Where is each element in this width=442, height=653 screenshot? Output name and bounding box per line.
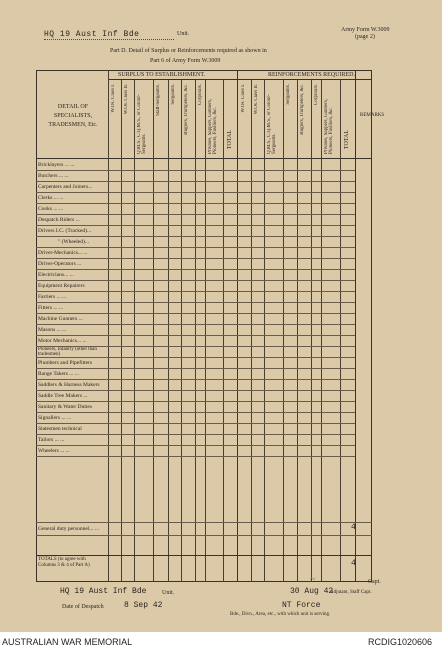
totals-label: TOTALS (to agree with — [38, 557, 86, 562]
col-divider — [134, 80, 135, 582]
row-label: Farriers ... ... — [38, 294, 67, 300]
signature-title: Adjutant, Staff Capt. — [330, 590, 372, 595]
reinf-col-header: Privates, Sappers, Gunners, Pioneers, Fusiliers, &c. — [324, 98, 334, 154]
row-rule — [36, 335, 355, 336]
reinf-col-header: W.Os. Class II. — [254, 84, 259, 115]
col-divider — [195, 80, 196, 582]
row-label: Despatch Riders ... — [38, 217, 80, 223]
row-rule — [36, 192, 355, 193]
row-label: Butchers ... ... — [38, 173, 69, 179]
row-label: Sanitary & Water Duties — [38, 404, 92, 410]
row-rule — [36, 379, 355, 380]
bottom-date-typed: 30 Aug 42 — [290, 587, 334, 596]
general-duty-label: General duty personnel... ... — [38, 526, 99, 532]
row-label: " (Wheeled)... — [58, 239, 89, 245]
row-label: Pioneers, Infantry (other than tradesmen) — [38, 347, 97, 357]
surplus-col-header: Sergeants. — [171, 84, 176, 105]
surplus-col-header: Q.M.S., C.Q.M.S., or Colour-Sergeants. — [137, 94, 147, 154]
row-rule — [36, 368, 355, 369]
footer-left: AUSTRALIAN WAR MEMORIAL — [2, 637, 133, 647]
row-rule — [36, 423, 355, 424]
row-rule — [36, 280, 355, 281]
col-divider — [168, 80, 169, 582]
reinf-col-header: Corporals. — [314, 84, 319, 105]
row-label: Bricklayers ... ... — [38, 162, 75, 168]
row-rule — [36, 247, 355, 248]
col-divider — [121, 80, 122, 582]
col-divider — [264, 80, 265, 582]
row-label: Machine Gunners ... — [38, 316, 83, 322]
col-divider — [223, 80, 224, 582]
row-rule — [36, 203, 355, 204]
row-rule — [36, 412, 355, 413]
col-divider — [283, 80, 284, 582]
row-rule — [36, 258, 355, 259]
surplus-col-header: Staff-Sergeants. — [156, 84, 161, 116]
title-line-1: Part D. Detail of Surplus or Reinforcements required as shown in — [110, 48, 267, 54]
row-rule — [36, 313, 355, 314]
reinf-col-header: Q.M.S., C.Q.M.S., or Colour-Sergeants. — [267, 94, 277, 154]
surplus-col-header: Privates, Sappers, Gunners, Pioneers, Fusiliers, &c. — [208, 98, 218, 154]
row-rule — [36, 269, 355, 270]
unit-underline — [44, 39, 174, 40]
row-label: Statesmen technical — [38, 426, 82, 432]
col-divider — [297, 80, 298, 582]
row-rule — [36, 170, 355, 171]
row-label: Electricians... ... — [38, 272, 74, 278]
row-rule — [36, 236, 355, 237]
row-label: Motor Mechanics... ... — [38, 338, 87, 344]
form-page: (page 2) — [355, 34, 375, 40]
row-rule — [36, 390, 355, 391]
surplus-col-header: W.Os. Class II. — [124, 84, 129, 115]
remarks-divider — [355, 70, 356, 582]
surplus-col-header: Buglers, Trumpeters, &c. — [184, 84, 189, 135]
title-line-2: Part 6 of Army Form W.3009 — [150, 58, 221, 64]
row-label: Range Takers ... ... — [38, 371, 79, 377]
col-divider — [181, 80, 182, 582]
row-rule — [36, 225, 355, 226]
reinf-col-header: Buglers, Trumpeters, &c. — [300, 84, 305, 135]
col-divider — [321, 80, 322, 582]
totals-sublabel: Columns 3 & 4 of Part A) — [38, 563, 90, 568]
col-divider — [205, 80, 206, 582]
row-label: Carpenters and Joiners... — [38, 184, 93, 190]
row-label: Cooks ... ... — [38, 206, 64, 212]
col-divider — [153, 80, 154, 582]
col-divider — [251, 80, 252, 582]
date-of-despatch-label: Date of Despatch — [62, 604, 104, 610]
row-rule — [36, 357, 355, 358]
surplus-col-header: Corporals. — [198, 84, 203, 105]
bottom-unit-typed: HQ 19 Aust Inf Bde — [60, 587, 147, 596]
row-rule — [36, 535, 372, 536]
bottom-unit-label: Unit. — [162, 590, 175, 596]
row-rule — [36, 456, 355, 457]
form-number: Army Form W.3009 — [341, 27, 390, 33]
unit-label: Unit. — [177, 31, 190, 37]
row-rule — [36, 291, 355, 292]
row-label: Fitters ... ... — [38, 305, 64, 311]
reinforcements-header: REINFORCEMENTS REQUIRED. — [268, 72, 356, 78]
surplus-col-header: TOTAL — [227, 130, 233, 150]
reinf-col-header: Sergeants. — [286, 84, 291, 105]
row-rule — [36, 434, 355, 435]
force-label: Bde., Divn., Area, etc., with which unit is serving. — [230, 612, 331, 617]
reinf-col-header: W.Os. Class I. — [241, 84, 246, 113]
totals-rule — [36, 555, 372, 556]
row-label: Driver-Operators ... — [38, 261, 82, 267]
totals-value: 4 — [351, 559, 356, 568]
col-divider — [108, 70, 109, 582]
row-rule — [36, 181, 355, 182]
row-rule — [36, 302, 355, 303]
group-divider — [237, 70, 238, 582]
row-rule — [36, 522, 372, 523]
archive-footer — [0, 632, 442, 653]
row-rule — [36, 214, 355, 215]
col-divider — [340, 80, 341, 582]
row-rule — [36, 401, 355, 402]
unit-typed: HQ 19 Aust Inf Bde — [44, 30, 140, 39]
row-label: Clerks ... ... — [38, 195, 64, 201]
row-label: Drivers I.C. (Tracked)... — [38, 228, 92, 234]
row-label: Wheelers ... ... — [38, 448, 70, 454]
remarks-header: REMARKS — [360, 113, 385, 118]
force-typed: NT Force — [282, 601, 321, 610]
reinf-col-header: TOTAL — [344, 130, 350, 150]
handwritten-signature: ~ — [310, 574, 316, 585]
surplus-col-header: W.Os. Class I. — [111, 84, 116, 113]
row-label: Saddlers & Harness Makers — [38, 382, 100, 388]
row-rule — [36, 445, 355, 446]
col-divider — [311, 80, 312, 582]
row-label: Masons ... ... — [38, 327, 67, 333]
row-label: Plumbers and Pipefitters — [38, 360, 93, 366]
row-rule — [36, 346, 355, 347]
row-label: Driver-Mechanics... ... — [38, 250, 88, 256]
date-of-despatch-value: 8 Sep 42 — [124, 601, 163, 610]
detail-header: DETAIL OF SPECIALISTS, TRADESMEN, Etc. — [48, 104, 98, 128]
group-header-divider — [108, 79, 372, 80]
row-label: Saddle Tree Makers ... — [38, 393, 88, 399]
row-label: Equipment Repairers — [38, 283, 85, 289]
footer-right: RCDIG1020606 — [368, 637, 433, 647]
row-label: Tailors ... ... — [38, 437, 65, 443]
surplus-header: SURPLUS TO ESTABLISHMENT. — [118, 72, 206, 78]
signature-rank: Capt. — [368, 579, 381, 585]
general-duty-total: 4 — [351, 523, 356, 532]
row-rule — [36, 324, 355, 325]
row-label: Signallers ... ... — [38, 415, 71, 421]
